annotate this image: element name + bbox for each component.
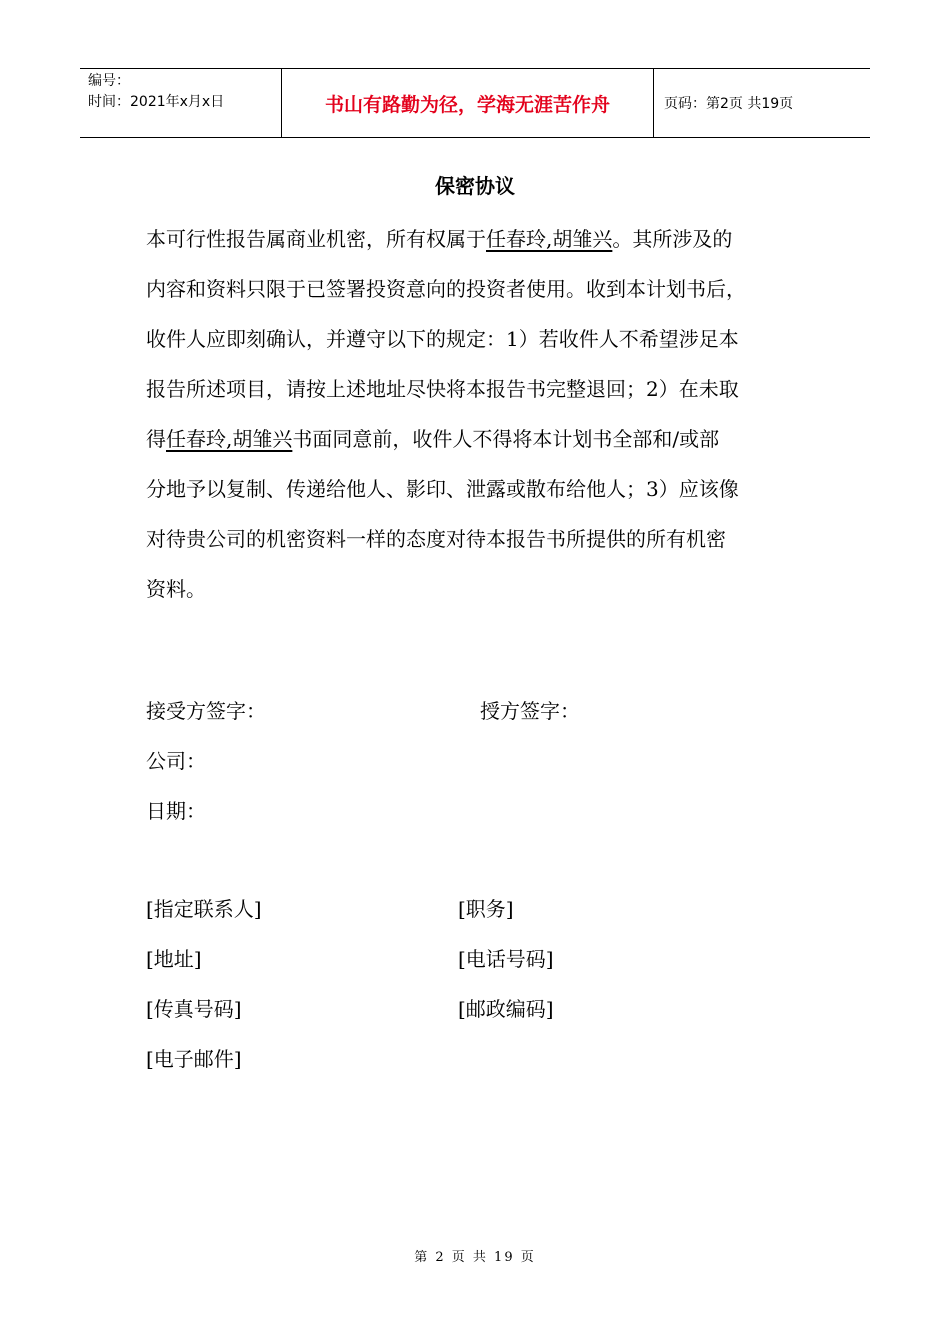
receiver-signature-label: 接受方签字： (146, 699, 266, 723)
postal-code-field: [邮政编码] (458, 997, 554, 1021)
date-label: 日期： (146, 799, 206, 823)
paragraph-line: 分地予以复制、传递给他人、影印、泄露或散布给他人；3）应该像 (146, 477, 739, 501)
paragraph-line: 本可行性报告属商业机密，所有权属于任春玲,胡雏兴。其所涉及的 (146, 227, 733, 251)
paragraph-line: 对待贵公司的机密资料一样的态度对待本报告书所提供的所有机密 (146, 527, 726, 551)
position-field: [职务] (458, 897, 514, 921)
paragraph-line: 报告所述项目，请按上述地址尽快将本报告书完整退回；2）在未取 (146, 377, 739, 401)
confidentiality-paragraph (146, 214, 816, 614)
page-footer: 第 2 页 共 19 页 (414, 1250, 536, 1265)
email-field: [电子邮件] (146, 1047, 242, 1071)
grantor-signature-label: 授方签字： (480, 699, 580, 723)
paragraph-line: 内容和资料只限于已签署投资意向的投资者使用。收到本计划书后， (146, 277, 746, 301)
paragraph-line: 收件人应即刻确认，并遵守以下的规定：1）若收件人不希望涉足本 (146, 327, 739, 351)
owner-name: 任春玲,胡雏兴 (486, 227, 613, 251)
fax-field: [传真号码] (146, 997, 242, 1021)
address-field: [地址] (146, 947, 202, 971)
number-label: 编号： (88, 73, 130, 89)
document-title: 保密协议 (435, 174, 515, 198)
phone-field: [电话号码] (458, 947, 554, 971)
page-header (80, 68, 870, 138)
contact-person-field: [指定联系人] (146, 897, 262, 921)
paragraph-line: 得任春玲,胡雏兴书面同意前，收件人不得将本计划书全部和/或部 (146, 427, 720, 451)
header-page-info: 页码：第2页 共19页 (664, 96, 794, 112)
header-motto: 书山有路勤为径，学海无涯苦作舟 (282, 69, 654, 137)
paragraph-line: 资料。 (146, 577, 206, 601)
owner-name: 任春玲,胡雏兴 (166, 427, 293, 451)
header-meta (80, 69, 282, 137)
company-label: 公司： (146, 749, 206, 773)
time-label: 时间：2021年x月x日 (88, 94, 225, 110)
